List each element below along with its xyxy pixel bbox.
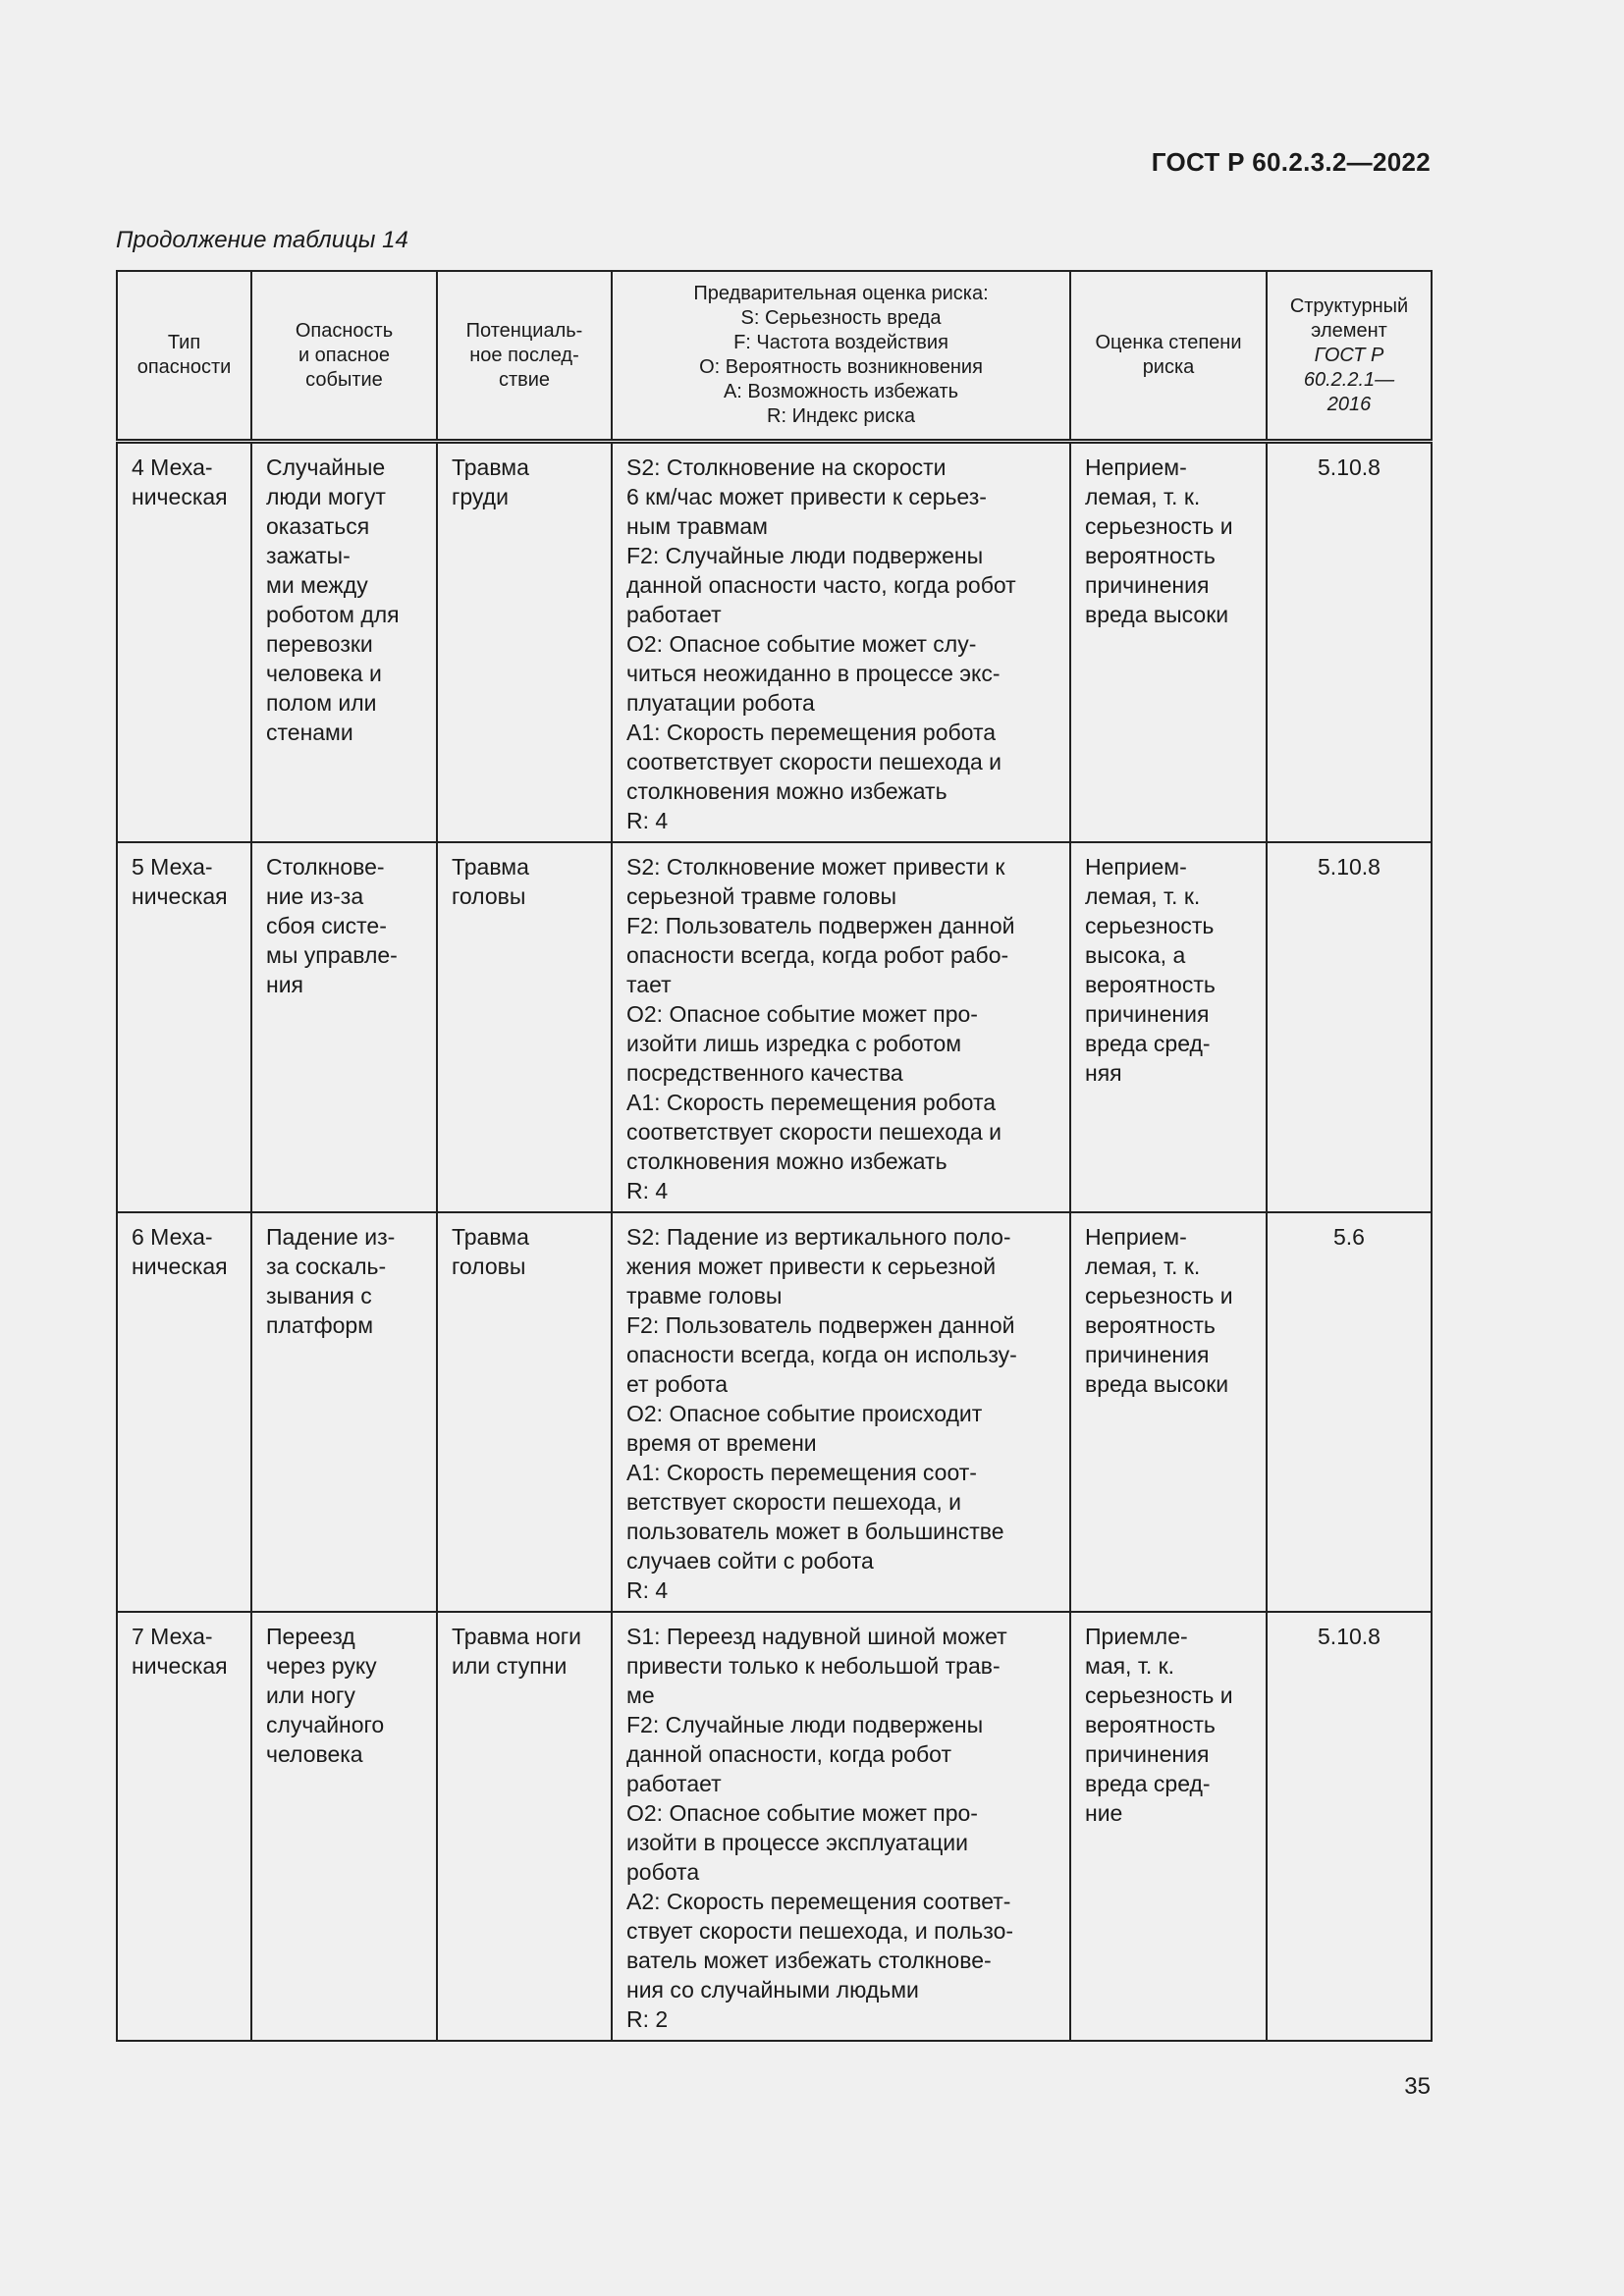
- cell-risk-evaluation: [1070, 842, 1267, 1212]
- cell-line: O2: Опасное событие может про-: [626, 1001, 978, 1027]
- cell-line: Приемле-: [1085, 1624, 1188, 1649]
- cell-line: вреда высоки: [1085, 1371, 1229, 1397]
- table-row: [117, 1612, 1432, 2041]
- column-header-line: Оценка степени: [1095, 332, 1242, 353]
- cell-line: изойти лишь изредка с роботом: [626, 1031, 962, 1056]
- cell-line: причинения: [1085, 1741, 1210, 1767]
- cell-hazard-event: [251, 1612, 437, 2041]
- cell-hazard-event: [251, 442, 437, 843]
- column-header-line: событие: [305, 368, 383, 391]
- cell-line: тает: [626, 972, 672, 997]
- cell-line: через руку: [266, 1653, 377, 1679]
- cell-line: работает: [626, 1771, 722, 1796]
- cell-line: время от времени: [626, 1430, 817, 1456]
- cell-hazard-type: [117, 842, 251, 1212]
- cell-line: причинения: [1085, 1342, 1210, 1367]
- cell-structural-element: 5.6: [1267, 1212, 1432, 1612]
- cell-line: ния со случайными людьми: [626, 1977, 919, 2002]
- cell-line: R: 4: [626, 808, 669, 833]
- column-header-line: A: Возможность избежать: [723, 381, 959, 402]
- page-number: 35: [1404, 2073, 1431, 2100]
- column-header-line: ствие: [498, 368, 551, 391]
- cell-line: F2: Пользователь подвержен данной: [626, 1312, 1015, 1338]
- cell-line: няя: [1085, 1060, 1122, 1086]
- cell-line: S2: Столкновение на скорости: [626, 454, 947, 480]
- cell-consequence: [437, 1612, 612, 2041]
- column-header-line: ГОСТ Р: [1314, 344, 1384, 366]
- cell-line: ствует скорости пешехода, и пользо-: [626, 1918, 1014, 1944]
- cell-line: или ногу: [266, 1682, 355, 1708]
- cell-line: серьезность: [1085, 913, 1215, 938]
- column-header-line: риска: [1142, 356, 1195, 378]
- cell-line: O2: Опасное событие может слу-: [626, 631, 977, 657]
- cell-line: данной опасности часто, когда робот: [626, 572, 1016, 598]
- cell-line: перевозки: [266, 631, 373, 657]
- column-header-structural-element: [1267, 271, 1432, 442]
- cell-line: человека и: [266, 661, 382, 686]
- cell-line: ническая: [132, 1254, 228, 1279]
- cell-line: S1: Переезд надувной шиной может: [626, 1624, 1007, 1649]
- cell-line: серьезной травме головы: [626, 883, 897, 909]
- column-header-line: Опасность: [295, 319, 394, 342]
- cell-structural-element: 5.10.8: [1267, 1612, 1432, 2041]
- cell-line: случайного: [266, 1712, 385, 1737]
- cell-line: F2: Случайные люди подвержены: [626, 1712, 984, 1737]
- cell-line: привести только к небольшой трав-: [626, 1653, 1001, 1679]
- cell-risk-evaluation: [1070, 1612, 1267, 2041]
- column-header-risk-evaluation: [1070, 271, 1267, 442]
- cell-line: за соскаль-: [266, 1254, 387, 1279]
- cell-line: плуатации робота: [626, 690, 815, 716]
- cell-line: S2: Падение из вертикального поло-: [626, 1224, 1011, 1250]
- column-header-hazard-type: [117, 271, 251, 442]
- cell-line: вероятность: [1085, 1712, 1216, 1737]
- table-header-row: [117, 271, 1432, 442]
- cell-line: причинения: [1085, 572, 1210, 598]
- cell-hazard-type: [117, 442, 251, 843]
- cell-line: ническая: [132, 484, 228, 509]
- cell-line: R: 2: [626, 2006, 669, 2032]
- column-header-line: и опасное: [298, 344, 391, 366]
- cell-line: зажаты-: [266, 543, 351, 568]
- cell-line: A1: Скорость перемещения соот-: [626, 1460, 977, 1485]
- column-header-preliminary-assessment: [612, 271, 1070, 442]
- cell-line: Травма: [452, 854, 529, 880]
- document-standard-header: ГОСТ Р 60.2.3.2—2022: [1151, 147, 1431, 177]
- cell-line: случаев сойти с робота: [626, 1548, 874, 1574]
- cell-preliminary-assessment: [612, 442, 1070, 843]
- cell-line: ватель может избежать столкнове-: [626, 1948, 992, 1973]
- table-row: [117, 842, 1432, 1212]
- cell-line: ным травмам: [626, 513, 768, 539]
- cell-preliminary-assessment: [612, 1212, 1070, 1612]
- cell-line: серьезность и: [1085, 513, 1233, 539]
- cell-line: платформ: [266, 1312, 374, 1338]
- cell-line: данной опасности, когда робот: [626, 1741, 951, 1767]
- cell-line: 7 Меха-: [132, 1624, 213, 1649]
- column-header-line: 60.2.2.1—: [1303, 368, 1395, 391]
- column-header-line: Предварительная оценка риска:: [693, 283, 989, 304]
- column-header-line: F: Частота воздействия: [733, 332, 948, 353]
- cell-line: O2: Опасное событие может про-: [626, 1800, 978, 1826]
- cell-line: ние из-за: [266, 883, 364, 909]
- cell-line: или ступни: [452, 1653, 568, 1679]
- cell-line: столкновения можно избежать: [626, 1148, 947, 1174]
- cell-line: посредственного качества: [626, 1060, 903, 1086]
- cell-line: ническая: [132, 883, 228, 909]
- cell-line: ветствует скорости пешехода, и: [626, 1489, 962, 1515]
- cell-consequence: [437, 1212, 612, 1612]
- cell-line: Неприем-: [1085, 454, 1187, 480]
- cell-line: Травма: [452, 1224, 529, 1250]
- column-header-line: Потенциаль-: [465, 319, 583, 342]
- cell-structural-element: 5.10.8: [1267, 442, 1432, 843]
- cell-line: O2: Опасное событие происходит: [626, 1401, 983, 1426]
- column-header-line: Тип: [167, 332, 201, 353]
- cell-line: травме головы: [626, 1283, 783, 1308]
- cell-hazard-event: [251, 1212, 437, 1612]
- column-header-line: R: Индекс риска: [767, 405, 915, 427]
- cell-hazard-type: [117, 1612, 251, 2041]
- cell-line: 4 Меха-: [132, 454, 213, 480]
- cell-line: причинения: [1085, 1001, 1210, 1027]
- cell-line: стенами: [266, 720, 353, 745]
- cell-line: оказаться: [266, 513, 370, 539]
- cell-risk-evaluation: [1070, 1212, 1267, 1612]
- cell-line: ническая: [132, 1653, 228, 1679]
- cell-structural-element: 5.10.8: [1267, 842, 1432, 1212]
- cell-line: полом или: [266, 690, 377, 716]
- risk-assessment-table: [116, 270, 1433, 2042]
- cell-line: работает: [626, 602, 722, 627]
- cell-consequence: [437, 842, 612, 1212]
- cell-line: лемая, т. к.: [1085, 1254, 1201, 1279]
- cell-line: головы: [452, 1254, 526, 1279]
- cell-line: R: 4: [626, 1577, 669, 1603]
- cell-line: пользователь может в большинстве: [626, 1519, 1004, 1544]
- cell-line: ние: [1085, 1800, 1123, 1826]
- cell-line: опасности всегда, когда он использу-: [626, 1342, 1017, 1367]
- cell-line: мы управле-: [266, 942, 398, 968]
- column-header-line: Структурный: [1289, 294, 1409, 317]
- cell-line: изойти в процессе эксплуатации: [626, 1830, 968, 1855]
- cell-line: вероятность: [1085, 972, 1216, 997]
- cell-line: 5 Меха-: [132, 854, 213, 880]
- cell-risk-evaluation: [1070, 442, 1267, 843]
- cell-line: головы: [452, 883, 526, 909]
- cell-line: читься неожиданно в процессе экс-: [626, 661, 1001, 686]
- table-body: [117, 442, 1432, 2042]
- cell-line: 6 км/час может привести к серьез-: [626, 484, 987, 509]
- column-header-line: элемент: [1311, 319, 1387, 342]
- cell-line: мая, т. к.: [1085, 1653, 1175, 1679]
- cell-line: зывания с: [266, 1283, 372, 1308]
- cell-line: люди могут: [266, 484, 386, 509]
- cell-line: лемая, т. к.: [1085, 883, 1201, 909]
- cell-hazard-event: [251, 842, 437, 1212]
- cell-line: столкновения можно избежать: [626, 778, 947, 804]
- cell-line: Падение из-: [266, 1224, 396, 1250]
- cell-line: жения может привести к серьезной: [626, 1254, 997, 1279]
- table-row: [117, 1212, 1432, 1612]
- cell-line: вреда сред-: [1085, 1031, 1211, 1056]
- cell-line: Случайные: [266, 454, 386, 480]
- column-header-line: 2016: [1326, 393, 1372, 415]
- cell-preliminary-assessment: [612, 1612, 1070, 2041]
- cell-line: лемая, т. к.: [1085, 484, 1201, 509]
- cell-preliminary-assessment: [612, 842, 1070, 1212]
- cell-line: человека: [266, 1741, 363, 1767]
- column-header-line: O: Вероятность возникновения: [699, 356, 983, 378]
- cell-line: A1: Скорость перемещения робота: [626, 1090, 997, 1115]
- column-header-line: ное послед-: [469, 344, 579, 366]
- cell-line: ет робота: [626, 1371, 729, 1397]
- cell-line: ния: [266, 972, 304, 997]
- cell-line: F2: Пользователь подвержен данной: [626, 913, 1015, 938]
- cell-line: Неприем-: [1085, 854, 1187, 880]
- column-header-consequence: [437, 271, 612, 442]
- cell-line: робота: [626, 1859, 700, 1885]
- cell-consequence: [437, 442, 612, 843]
- cell-line: 6 Меха-: [132, 1224, 213, 1250]
- column-header-line: S: Серьезность вреда: [740, 307, 942, 329]
- cell-line: A1: Скорость перемещения робота: [626, 720, 997, 745]
- cell-line: сбоя систе-: [266, 913, 387, 938]
- cell-line: R: 4: [626, 1178, 669, 1203]
- cell-line: вероятность: [1085, 543, 1216, 568]
- cell-hazard-type: [117, 1212, 251, 1612]
- cell-line: Столкнове-: [266, 854, 385, 880]
- cell-line: груди: [452, 484, 509, 509]
- column-header-hazard-event: [251, 271, 437, 442]
- cell-line: соответствует скорости пешехода и: [626, 749, 1002, 774]
- cell-line: Переезд: [266, 1624, 355, 1649]
- cell-line: ми между: [266, 572, 368, 598]
- cell-line: соответствует скорости пешехода и: [626, 1119, 1002, 1145]
- cell-line: вреда сред-: [1085, 1771, 1211, 1796]
- cell-line: Травма: [452, 454, 529, 480]
- cell-line: F2: Случайные люди подвержены: [626, 543, 984, 568]
- cell-line: A2: Скорость перемещения соответ-: [626, 1889, 1011, 1914]
- cell-line: ме: [626, 1682, 655, 1708]
- column-header-line: опасности: [136, 356, 232, 378]
- cell-line: роботом для: [266, 602, 400, 627]
- cell-line: высока, а: [1085, 942, 1186, 968]
- cell-line: S2: Столкновение может привести к: [626, 854, 1005, 880]
- cell-line: Неприем-: [1085, 1224, 1187, 1250]
- cell-line: вероятность: [1085, 1312, 1216, 1338]
- table-row: [117, 442, 1432, 843]
- cell-line: вреда высоки: [1085, 602, 1229, 627]
- cell-line: серьезность и: [1085, 1682, 1233, 1708]
- cell-line: опасности всегда, когда робот рабо-: [626, 942, 1009, 968]
- cell-line: Травма ноги: [452, 1624, 582, 1649]
- cell-line: серьезность и: [1085, 1283, 1233, 1308]
- table-caption: Продолжение таблицы 14: [116, 227, 408, 253]
